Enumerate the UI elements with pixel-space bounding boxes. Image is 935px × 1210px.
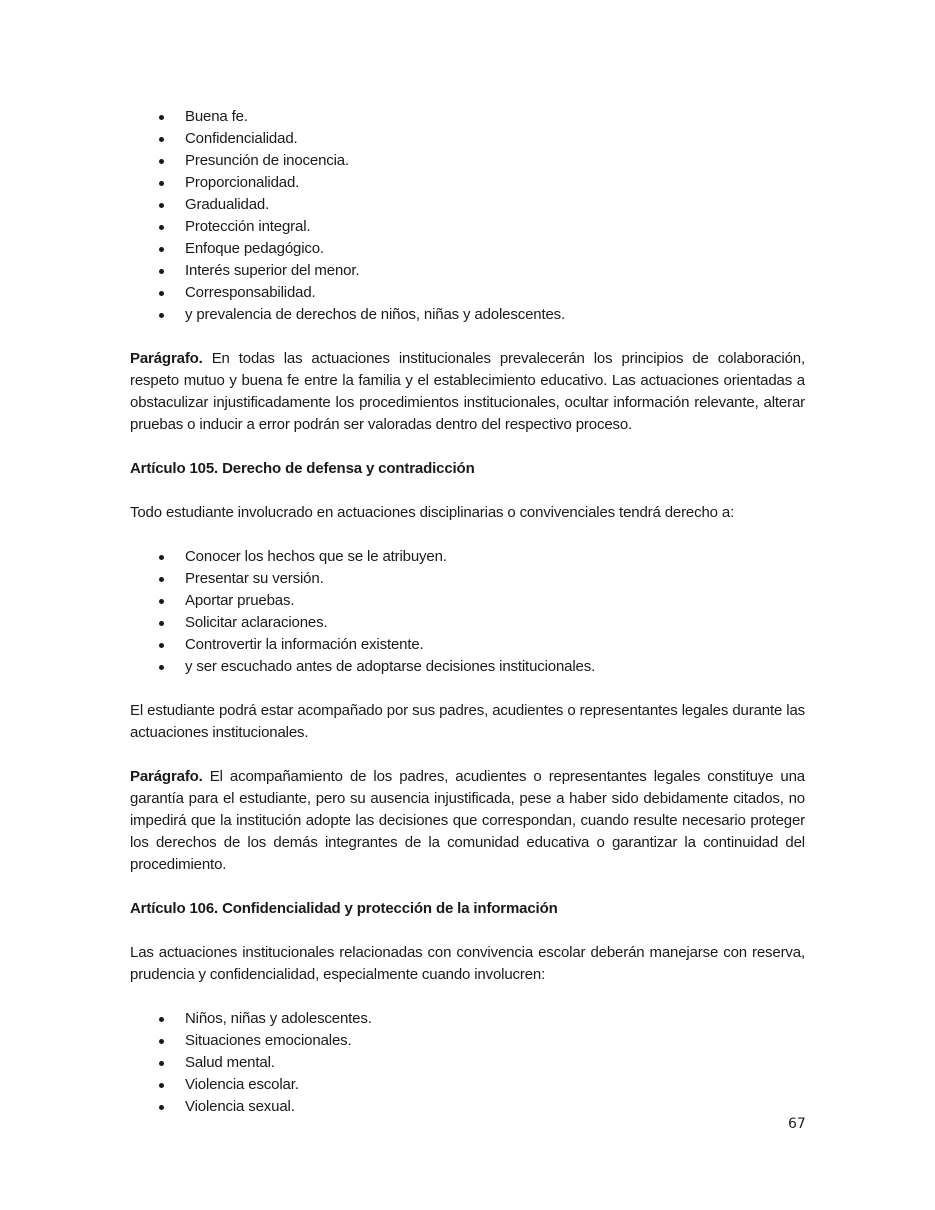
bullet-icon — [159, 555, 164, 560]
bullet-icon — [159, 1061, 164, 1066]
list-item: Violencia sexual. — [130, 1096, 805, 1118]
bullet-icon — [159, 225, 164, 230]
page-number: 67 — [788, 1116, 806, 1132]
list-item: Violencia escolar. — [130, 1074, 805, 1096]
article-105-accompaniment: El estudiante podrá estar acompañado por sus padres, acudientes o representantes legales durante las actuaciones institucionales. — [130, 702, 805, 741]
list-item: Proporcionalidad. — [130, 172, 805, 194]
list-item: Protección integral. — [130, 216, 805, 238]
bullet-icon — [159, 599, 164, 604]
bullet-icon — [159, 181, 164, 186]
bullet-icon — [159, 665, 164, 670]
list-item: Situaciones emocionales. — [130, 1030, 805, 1052]
article-106-heading: Artículo 106. Confidencialidad y protección de la información — [130, 900, 558, 917]
paragrafo-label: Parágrafo. — [130, 768, 203, 785]
bullet-icon — [159, 577, 164, 582]
list-item: Niños, niñas y adolescentes. — [130, 1008, 805, 1030]
list-item: Presunción de inocencia. — [130, 150, 805, 172]
list-item: Corresponsabilidad. — [130, 282, 805, 304]
list-item: Enfoque pedagógico. — [130, 238, 805, 260]
paragrafo-label: Parágrafo. — [130, 350, 203, 367]
bullet-icon — [159, 1083, 164, 1088]
bullet-icon — [159, 115, 164, 120]
confidentiality-list — [130, 1008, 805, 1118]
page-content — [130, 106, 805, 1118]
list-item: y prevalencia de derechos de niños, niñas y adolescentes. — [130, 304, 805, 326]
bullet-icon — [159, 291, 164, 296]
bullet-icon — [159, 137, 164, 142]
paragrafo-colaboracion — [130, 348, 805, 436]
principles-list — [130, 106, 805, 326]
bullet-icon — [159, 203, 164, 208]
list-item: Presentar su versión. — [130, 568, 805, 590]
list-item: Salud mental. — [130, 1052, 805, 1074]
list-item: Interés superior del menor. — [130, 260, 805, 282]
list-item: Conocer los hechos que se le atribuyen. — [130, 546, 805, 568]
article-105-intro: Todo estudiante involucrado en actuaciones disciplinarias o convivenciales tendrá derecho a: — [130, 504, 735, 521]
bullet-icon — [159, 643, 164, 648]
list-item: Aportar pruebas. — [130, 590, 805, 612]
bullet-icon — [159, 313, 164, 318]
bullet-icon — [159, 247, 164, 252]
bullet-icon — [159, 1039, 164, 1044]
bullet-icon — [159, 159, 164, 164]
bullet-icon — [159, 1017, 164, 1022]
list-item: Solicitar aclaraciones. — [130, 612, 805, 634]
article-105-heading: Artículo 105. Derecho de defensa y contradicción — [130, 460, 475, 477]
article-106-intro: Las actuaciones institucionales relacionadas con convivencia escolar deberán manejarse con reserva, prudencia y confidencialidad, especialmente cuando involucren: — [130, 944, 805, 983]
paragrafo-text: En todas las actuaciones institucionales prevalecerán los principios de colaboración, respeto mutuo y buena fe entre la familia y el establecimiento educativo. Las actuaciones orientadas a obstaculizar injustificadamente los procedimientos institucionales, ocultar información relevante, alterar pruebas o inducir a error podrán ser valoradas dentro del respectivo proceso. — [130, 350, 805, 433]
bullet-icon — [159, 269, 164, 274]
paragrafo-acompanamiento — [130, 766, 805, 876]
paragrafo-text: El acompañamiento de los padres, acudientes o representantes legales constituye una garantía para el estudiante, pero su ausencia injustificada, pese a haber sido debidamente citados, no impedirá que la institución adopte las decisiones que correspondan, cuando resulte necesario proteger los derechos de los demás integrantes de la comunidad educativa o garantizar la continuidad del procedimiento. — [130, 768, 805, 873]
rights-list — [130, 546, 805, 678]
bullet-icon — [159, 621, 164, 626]
list-item: Buena fe. — [130, 106, 805, 128]
list-item: Confidencialidad. — [130, 128, 805, 150]
bullet-icon — [159, 1105, 164, 1110]
list-item: Gradualidad. — [130, 194, 805, 216]
list-item: Controvertir la información existente. — [130, 634, 805, 656]
list-item: y ser escuchado antes de adoptarse decisiones institucionales. — [130, 656, 805, 678]
